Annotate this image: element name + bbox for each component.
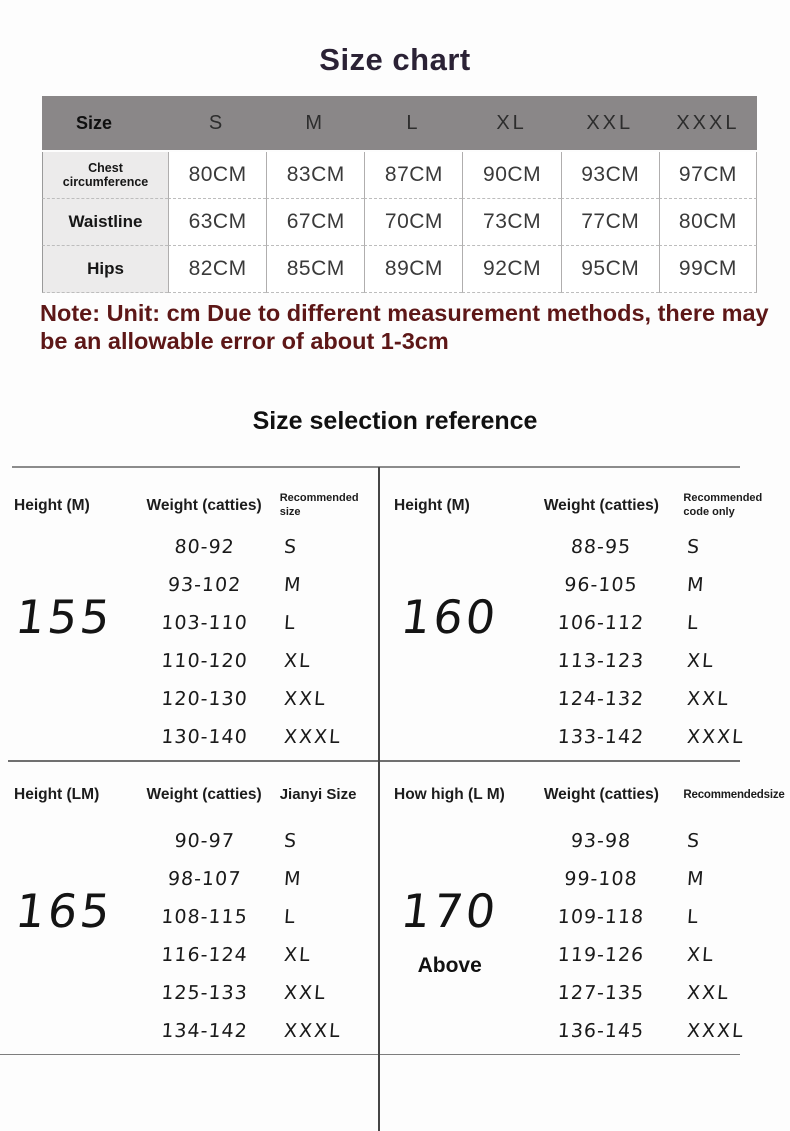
column-header-s: S (208, 111, 226, 134)
quadrant-rows (0, 528, 378, 756)
reference-row (380, 1012, 790, 1050)
table-row-chest (42, 152, 757, 199)
row-label-hips: Hips (42, 246, 168, 293)
cell-chest-m: 83CM (266, 152, 364, 199)
recommended-size: S (686, 830, 703, 852)
quadrant-rows (0, 822, 378, 1050)
weight-column-label: Weight (catties) (543, 496, 659, 514)
weight-range: 103-110 (160, 612, 249, 634)
recommended-size: M (282, 868, 303, 890)
weight-range: 133-142 (557, 726, 646, 748)
measurement-note: Note: Unit: cm Due to different measurement methods, there may be an allowable error of about 1-3cm (40, 300, 769, 355)
column-header-xxl: XXL (586, 111, 634, 134)
row-label-chest: Chest circumference (42, 152, 168, 199)
weight-range: 127-135 (557, 982, 646, 1004)
quadrant-header (0, 468, 378, 520)
recommended-size: XL (282, 650, 313, 672)
reference-row (380, 974, 790, 1012)
cell-waist-s: 63CM (168, 199, 266, 246)
reference-row (0, 680, 378, 718)
cell-hips-xxxl: 99CM (659, 246, 757, 293)
reference-row (380, 860, 790, 898)
height-column-label: Height (LM) (14, 786, 100, 804)
cell-chest-xxxl: 97CM (659, 152, 757, 199)
cell-hips-m: 85CM (266, 246, 364, 293)
weight-range: 120-130 (160, 688, 249, 710)
recommended-size: L (686, 906, 701, 928)
weight-range: 106-112 (557, 612, 646, 634)
weight-range: 99-108 (563, 868, 639, 890)
height-value: 160 (397, 590, 502, 644)
reference-row (0, 604, 378, 642)
weight-column-label: Weight (catties) (146, 496, 262, 514)
reference-row (0, 528, 378, 566)
weight-range: 134-142 (160, 1020, 249, 1042)
recommended-size: XXL (282, 982, 328, 1004)
cell-waist-xl: 73CM (462, 199, 560, 246)
cell-waist-xxxl: 80CM (659, 199, 757, 246)
column-header-xxxl: XXXL (676, 111, 740, 134)
recommended-size: XXL (686, 982, 731, 1004)
weight-range: 110-120 (160, 650, 249, 672)
reference-quadrant-155 (0, 468, 378, 760)
cell-chest-s: 80CM (168, 152, 266, 199)
height-value: 170 (397, 884, 502, 938)
cell-chest-xl: 90CM (462, 152, 560, 199)
quadrant-rows (380, 822, 790, 1050)
recommended-size: XXXL (282, 726, 343, 748)
recommended-size: L (282, 612, 298, 634)
cell-hips-l: 89CM (364, 246, 462, 293)
weight-range: 88-95 (570, 536, 633, 558)
weight-column-label: Weight (catties) (146, 786, 262, 804)
cell-hips-s: 82CM (168, 246, 266, 293)
cell-chest-l: 87CM (364, 152, 462, 199)
recommended-size: XL (686, 944, 716, 966)
weight-range: 90-97 (173, 830, 235, 852)
quadrant-header (0, 762, 378, 805)
weight-range: 98-107 (166, 868, 242, 890)
recommended-size: XXXL (686, 726, 746, 748)
reference-row (380, 822, 790, 860)
size-column-label: Recommended size (279, 492, 359, 518)
cell-hips-xl: 92CM (462, 246, 560, 293)
cell-chest-xxl: 93CM (561, 152, 659, 199)
weight-range: 130-140 (160, 726, 249, 748)
divider-bottom (0, 1054, 740, 1055)
recommended-size: L (282, 906, 298, 928)
quadrant-header (380, 468, 790, 520)
reference-quadrant-165 (0, 762, 378, 1054)
reference-row (380, 604, 790, 642)
reference-quadrant-160 (380, 468, 790, 760)
weight-range: 113-123 (557, 650, 646, 672)
size-column-label: Jianyi Size (279, 786, 357, 803)
page-title: Size chart (319, 42, 471, 77)
recommended-size: XL (686, 650, 716, 672)
recommended-size: L (686, 612, 701, 634)
reference-row (0, 1012, 378, 1050)
table-row-waist (42, 199, 757, 246)
recommended-size: M (686, 868, 707, 890)
weight-range: 119-126 (557, 944, 646, 966)
weight-range: 93-102 (166, 574, 242, 596)
reference-row (0, 898, 378, 936)
recommended-size: S (686, 536, 703, 558)
reference-row (380, 566, 790, 604)
recommended-size: M (282, 574, 303, 596)
weight-range: 109-118 (557, 906, 646, 928)
reference-row (380, 898, 790, 936)
table-header-row (42, 96, 757, 150)
weight-range: 136-145 (557, 1020, 646, 1042)
reference-row (380, 718, 790, 756)
column-header-xl: XL (496, 111, 527, 134)
weight-range: 93-98 (570, 830, 633, 852)
table-body (42, 152, 757, 293)
height-column-label: How high (L M) (394, 786, 505, 803)
weight-range: 96-105 (563, 574, 639, 596)
cell-waist-l: 70CM (364, 199, 462, 246)
reference-row (0, 936, 378, 974)
reference-title: Size selection reference (252, 407, 538, 435)
reference-row (0, 718, 378, 756)
recommended-size: XXL (686, 688, 731, 710)
reference-row (0, 566, 378, 604)
reference-row (380, 680, 790, 718)
weight-column-label: Weight (catties) (543, 786, 659, 803)
cell-hips-xxl: 95CM (561, 246, 659, 293)
row-label-waist: Waistline (42, 199, 168, 246)
reference-row (0, 860, 378, 898)
table-corner-label: Size (76, 112, 113, 133)
weight-range: 80-92 (173, 536, 235, 558)
reference-row (0, 822, 378, 860)
size-column-label: Recommended code only (683, 492, 763, 518)
reference-row (0, 974, 378, 1012)
column-header-m: M (305, 111, 326, 134)
weight-range: 108-115 (160, 906, 249, 928)
cell-waist-xxl: 77CM (561, 199, 659, 246)
height-value: 165 (12, 884, 116, 938)
recommended-size: XXXL (686, 1020, 746, 1042)
recommended-size: S (282, 830, 299, 852)
cell-waist-m: 67CM (266, 199, 364, 246)
quadrant-header (380, 762, 790, 804)
reference-row (380, 936, 790, 974)
recommended-size: S (282, 536, 299, 558)
reference-row (380, 528, 790, 566)
column-header-l: L (406, 111, 421, 134)
height-column-label: Height (M) (14, 496, 90, 514)
reference-quadrant-170 (380, 762, 790, 1054)
recommended-size: XXL (282, 688, 328, 710)
weight-range: 125-133 (160, 982, 249, 1004)
height-value: 155 (12, 590, 116, 644)
reference-row (380, 642, 790, 680)
recommended-size: XL (282, 944, 313, 966)
size-column-label: Recommendedsize (683, 788, 785, 801)
table-row-hips (42, 246, 757, 293)
recommended-size: M (686, 574, 707, 596)
height-column-label: Height (M) (394, 496, 470, 514)
quadrant-rows (380, 528, 790, 756)
reference-row (0, 642, 378, 680)
weight-range: 124-132 (557, 688, 646, 710)
recommended-size: XXXL (282, 1020, 343, 1042)
weight-range: 116-124 (160, 944, 249, 966)
above-label: Above (417, 954, 482, 977)
measurement-table (42, 96, 757, 293)
